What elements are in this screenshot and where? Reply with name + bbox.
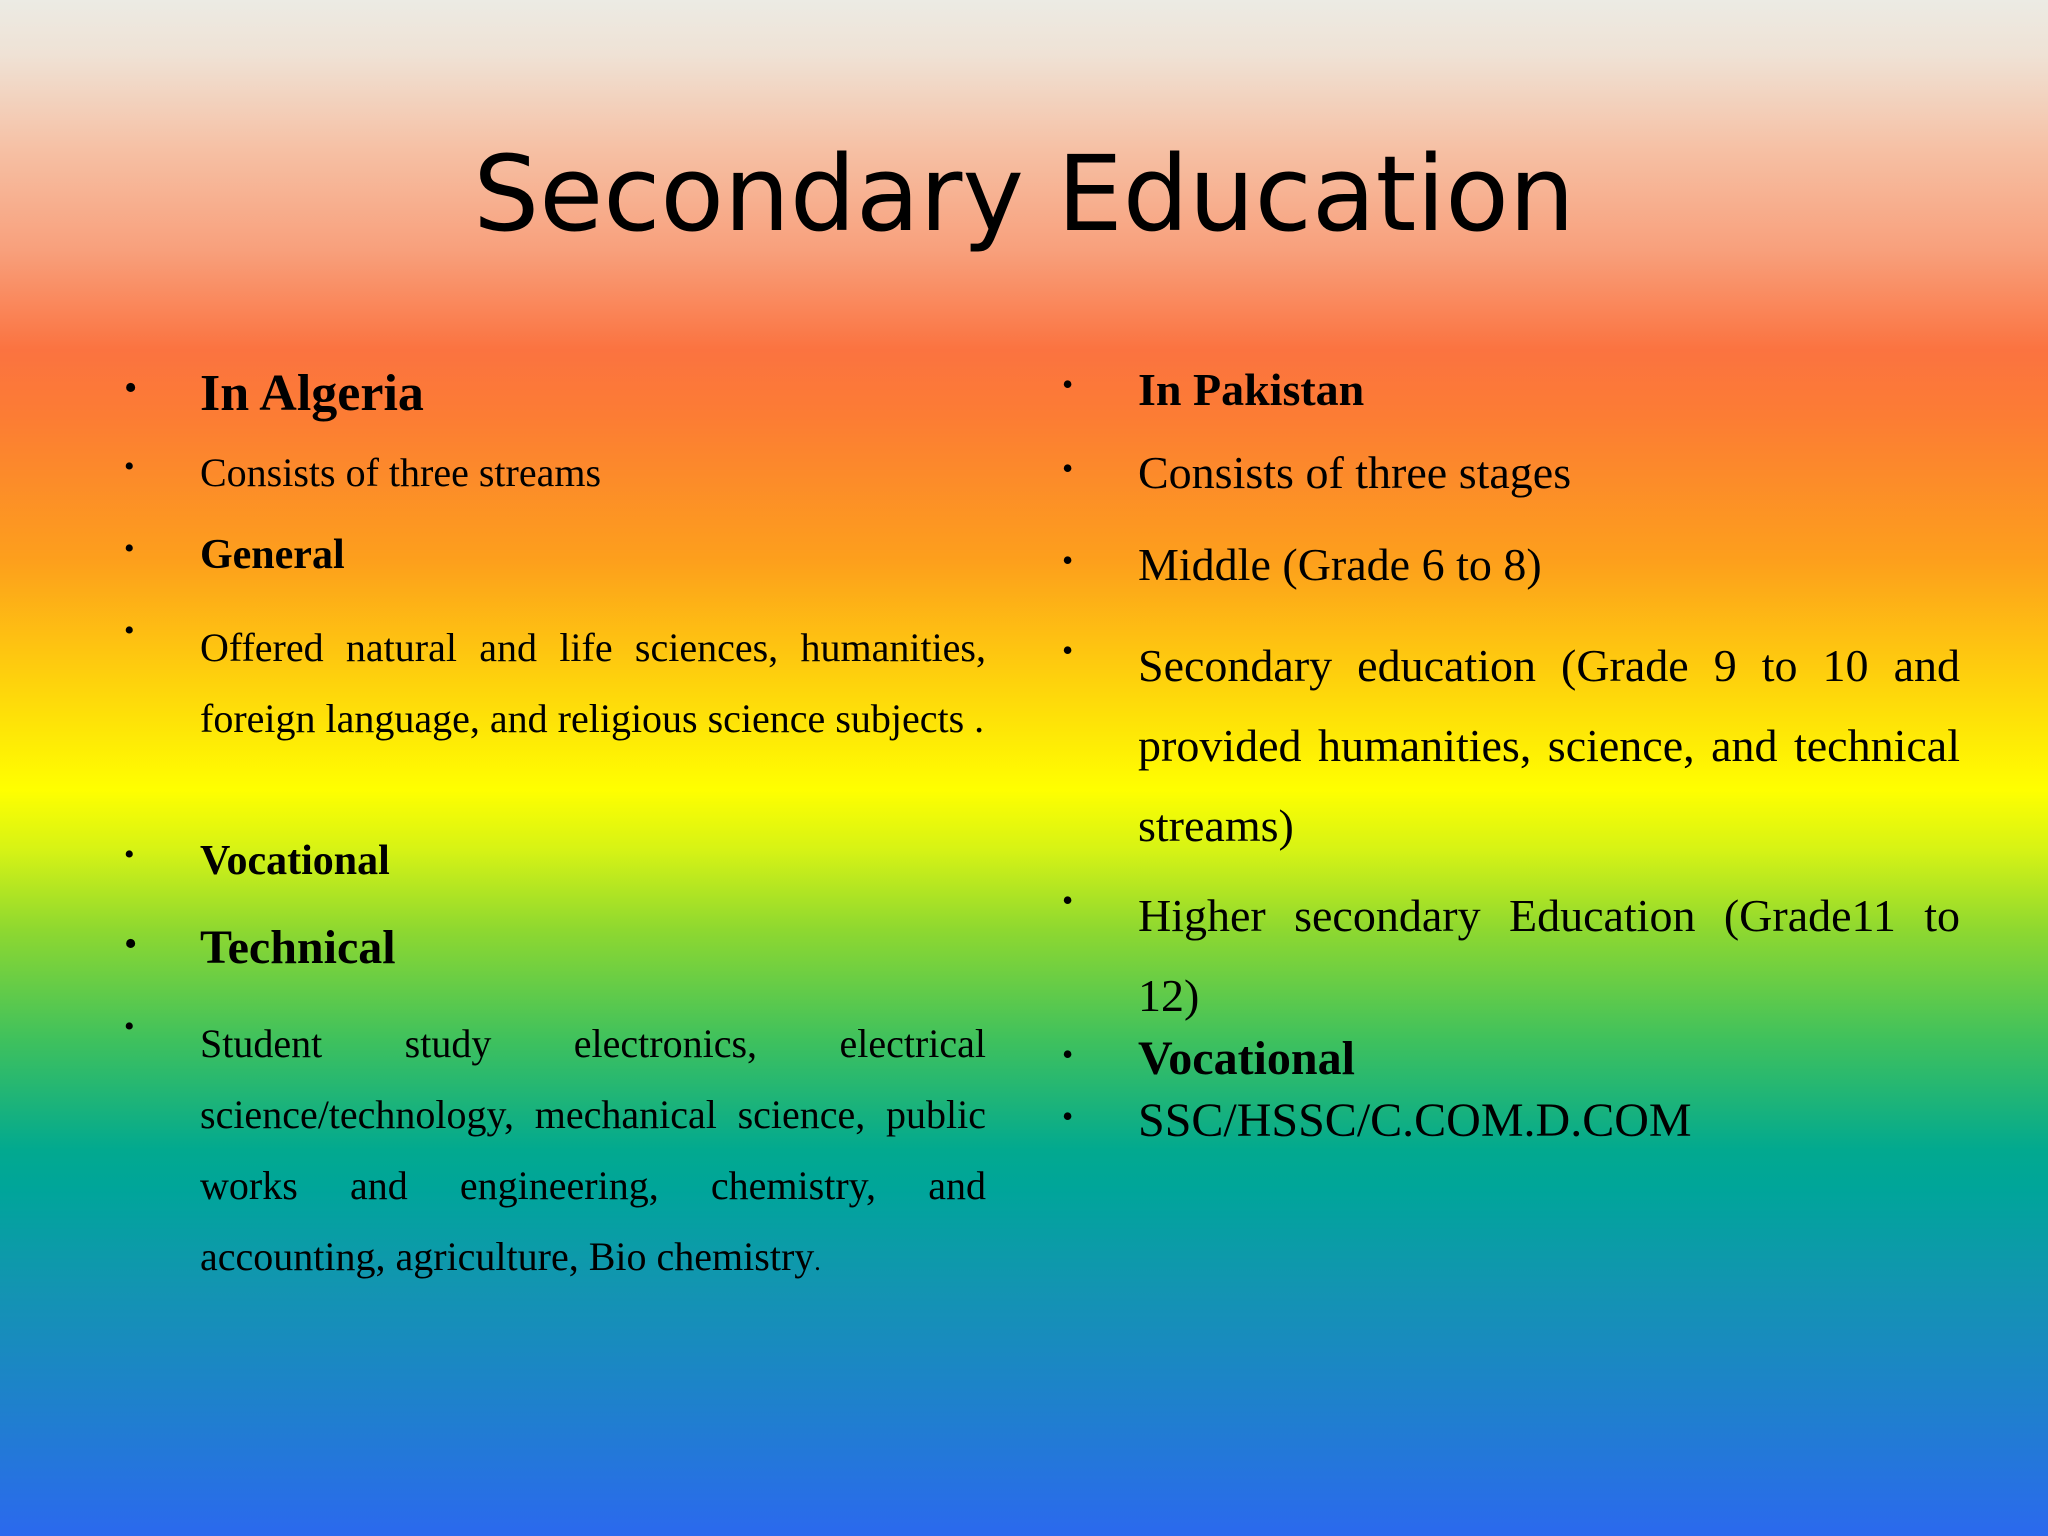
list-item-text: Middle (Grade 6 to 8) — [1138, 539, 1542, 590]
list-item — [1062, 362, 1962, 418]
list-item-text: Vocational — [1138, 1032, 1355, 1085]
bullet-glyph: • — [124, 1010, 135, 1043]
list-item-text: Consists of three streams — [200, 450, 602, 495]
list-item-text-body: Student study electronics, electrical science/technology, mechanical science, public works and engineering, chemistry, and accounting, agriculture, Bio chemistry — [200, 1021, 986, 1279]
bullet-glyph: • — [1062, 366, 1074, 402]
list-item-text: Secondary education (Grade 9 to 10 and provided humanities, science, and technical streams) — [1138, 640, 1960, 851]
list-item — [1062, 1030, 1962, 1088]
bullet-glyph: • — [1062, 542, 1074, 578]
bullet-glyph: • — [1062, 450, 1074, 486]
list-item-text: General — [200, 532, 345, 578]
bullet-glyph: • — [124, 450, 135, 483]
bullet-glyph: • — [124, 367, 138, 409]
list-item-text-suffix: . — [814, 1247, 821, 1276]
list-item-text: SSC/HSSC/C.COM.D.COM — [1138, 1094, 1692, 1147]
bullet-glyph: • — [1062, 882, 1074, 918]
list-item — [1062, 536, 1962, 594]
list-item-text: In Algeria — [200, 365, 424, 422]
list-item — [1062, 1092, 1962, 1150]
list-item-text: Vocational — [200, 838, 390, 884]
list-item — [1062, 444, 1962, 502]
list-item — [1062, 626, 1960, 866]
bullet-glyph: • — [1062, 1036, 1074, 1072]
bullet-glyph: • — [124, 838, 135, 871]
list-item-text: Consists of three stages — [1138, 447, 1572, 498]
slide-title: Secondary Education — [473, 133, 1575, 255]
bullet-glyph: • — [124, 532, 135, 565]
list-item-text: In Pakistan — [1138, 364, 1365, 415]
bullet-glyph: • — [1062, 632, 1074, 668]
list-item-text: Higher secondary Education (Grade11 to 12) — [1138, 890, 1960, 1021]
bullet-glyph: • — [124, 923, 138, 965]
bullet-glyph: • — [1062, 1098, 1074, 1134]
bullet-glyph: • — [124, 614, 135, 647]
list-item — [1062, 876, 1960, 1036]
list-item-text: Technical — [200, 921, 396, 974]
list-item-text: Offered natural and life sciences, humanities, foreign language, and religious science subjects . — [200, 625, 986, 741]
